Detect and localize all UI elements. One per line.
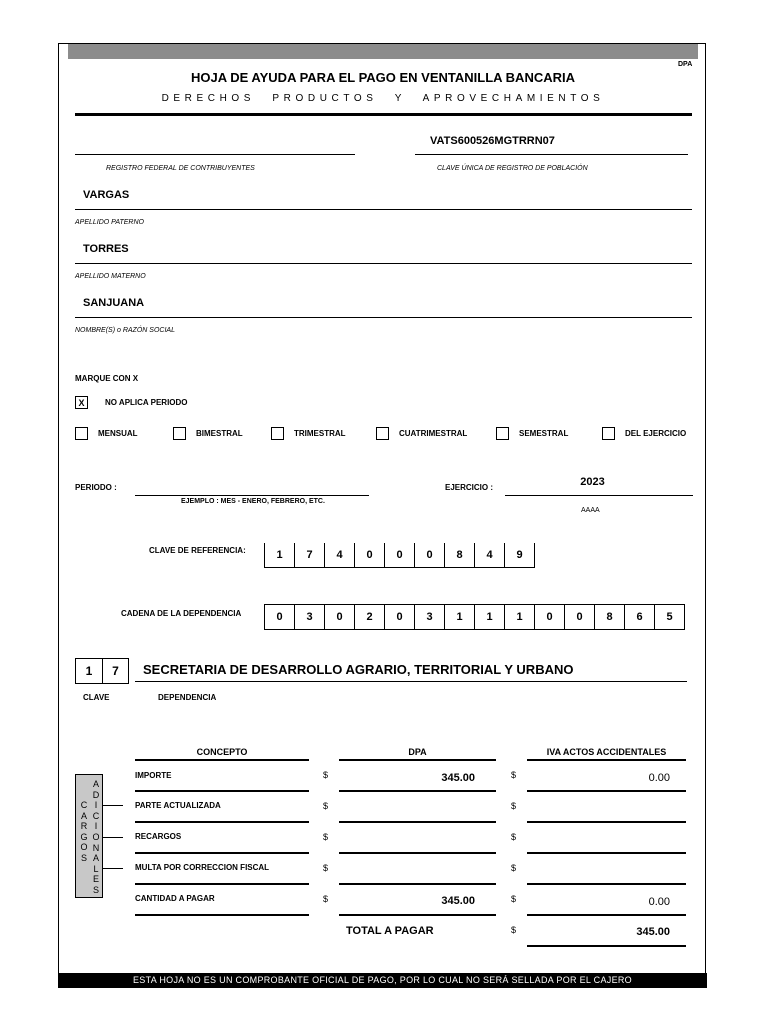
vertical-letter: L: [93, 863, 99, 874]
clave-referencia-cells: [264, 543, 535, 568]
clave-referencia-label: CLAVE DE REFERENCIA:: [149, 546, 246, 555]
dpa-tag: DPA: [678, 61, 693, 68]
cadena-digit[interactable]: 1: [474, 605, 504, 629]
cadena-digit[interactable]: 5: [654, 605, 684, 629]
dependencia-clave-digit[interactable]: 7: [102, 659, 128, 683]
del-ejercicio-checkbox[interactable]: [602, 427, 615, 440]
dpa-header: DPA: [408, 747, 427, 757]
dpa-header-line: [339, 759, 496, 761]
dependencia-line: [135, 681, 687, 682]
currency-symbol: $: [323, 770, 329, 780]
row-concepto: RECARGOS: [135, 832, 182, 841]
bimestral-label: BIMESTRAL: [196, 429, 243, 438]
iva-cantidad-a-pagar[interactable]: 0.00: [648, 896, 670, 908]
curp-label: CLAVE ÚNICA DE REGISTRO DE POBLACIÓN: [437, 165, 588, 172]
cadena-digit[interactable]: 6: [624, 605, 654, 629]
cadena-digit[interactable]: 3: [294, 605, 324, 629]
vertical-letter: G: [80, 831, 88, 842]
vertical-letter: A: [92, 779, 99, 789]
iva-header: IVA ACTOS ACCIDENTALES: [546, 747, 667, 757]
vertical-letter: D: [92, 789, 100, 800]
cadena-digit[interactable]: 1: [504, 605, 534, 629]
total-line: [527, 945, 686, 947]
ref-digit[interactable]: 9: [504, 543, 534, 567]
dpa-cantidad-a-pagar[interactable]: 345.00: [441, 895, 475, 907]
cuatrimestral-label: CUATRIMESTRAL: [399, 429, 468, 438]
rfc-line: [75, 154, 355, 155]
connector-tick: [103, 805, 123, 806]
vertical-letter: O: [92, 831, 100, 842]
ref-digit[interactable]: 0: [384, 543, 414, 567]
semestral-checkbox[interactable]: [496, 427, 509, 440]
row-line: [527, 883, 686, 885]
row-line: [527, 790, 686, 792]
no-aplica-label: NO APLICA PERIODO: [105, 398, 188, 407]
curp-field[interactable]: VATS600526MGTRRN07: [430, 135, 555, 147]
row-line: [339, 852, 496, 854]
mensual-checkbox[interactable]: [75, 427, 88, 440]
trimestral-checkbox[interactable]: [271, 427, 284, 440]
row-line: [135, 821, 309, 823]
dependencia-clave-cells: [75, 658, 129, 684]
vertical-letter: A: [80, 810, 87, 821]
cadena-cells: [264, 604, 685, 630]
currency-symbol: $: [511, 863, 517, 873]
top-bar: [68, 44, 698, 59]
vertical-letter: A: [92, 853, 99, 864]
iva-header-line: [527, 759, 686, 761]
row-line: [527, 821, 686, 823]
vertical-letter: S: [92, 884, 99, 895]
total-value[interactable]: 345.00: [636, 926, 670, 938]
ref-digit[interactable]: 4: [324, 543, 354, 567]
cadena-digit[interactable]: 0: [534, 605, 564, 629]
footer-notice: ESTA HOJA NO ES UN COMPROBANTE OFICIAL DE PAGO, POR LO CUAL NO SERÁ SELLADA POR EL CAJERO: [58, 973, 707, 988]
apellido-materno-label: APELLIDO MATERNO: [75, 273, 146, 280]
apellido-materno-field[interactable]: TORRES: [83, 243, 129, 255]
concepto-header: CONCEPTO: [196, 747, 248, 757]
currency-symbol: $: [511, 925, 517, 935]
bimestral-checkbox[interactable]: [173, 427, 186, 440]
vertical-letter: C: [80, 800, 88, 810]
no-aplica-checkbox[interactable]: X: [75, 396, 88, 409]
row-line: [135, 883, 309, 885]
marque-label: MARQUE CON X: [75, 374, 139, 383]
nombre-line: [75, 317, 692, 318]
vertical-letter: R: [80, 821, 88, 832]
currency-symbol: $: [323, 863, 329, 873]
form-title: HOJA DE AYUDA PARA EL PAGO EN VENTANILLA BANCARIA: [190, 70, 575, 85]
ref-digit[interactable]: 1: [264, 543, 294, 567]
dependencia-clave-digit[interactable]: 1: [85, 664, 93, 678]
currency-symbol: $: [511, 832, 517, 842]
periodo-line: [135, 495, 369, 496]
vertical-letter: N: [92, 842, 100, 853]
row-line: [339, 821, 496, 823]
cargos-label: [79, 800, 89, 864]
nombre-field[interactable]: SANJUANA: [83, 297, 145, 309]
currency-symbol: $: [511, 770, 517, 780]
cadena-digit[interactable]: 3: [414, 605, 444, 629]
row-concepto: PARTE ACTUALIZADA: [135, 801, 221, 810]
del-ejercicio-label: DEL EJERCICIO: [625, 429, 687, 438]
cadena-digit[interactable]: 0: [264, 605, 294, 629]
vertical-letter: I: [94, 821, 98, 832]
ejercicio-line: [505, 495, 693, 496]
cadena-digit[interactable]: 0: [324, 605, 354, 629]
semestral-label: SEMESTRAL: [519, 429, 569, 438]
concepto-header-line: [135, 759, 309, 761]
connector-tick: [103, 868, 123, 869]
ref-digit[interactable]: 4: [474, 543, 504, 567]
adicionales-label: [91, 779, 101, 896]
currency-symbol: $: [511, 801, 517, 811]
cadena-digit[interactable]: 2: [354, 605, 384, 629]
row-line: [527, 914, 686, 916]
iva-importe[interactable]: 0.00: [648, 772, 670, 784]
vertical-letter: S: [80, 852, 87, 863]
form-frame: [58, 43, 706, 988]
vertical-letter: C: [92, 810, 100, 821]
currency-symbol: $: [323, 801, 329, 811]
row-concepto: IMPORTE: [135, 771, 172, 780]
nombre-label: NOMBRE(S) o RAZÓN SOCIAL: [75, 327, 175, 334]
ref-digit[interactable]: 8: [444, 543, 474, 567]
connector-tick: [103, 837, 123, 838]
apellido-paterno-field[interactable]: VARGAS: [83, 189, 130, 201]
row-concepto: CANTIDAD A PAGAR: [135, 894, 215, 903]
dependencia-name: SECRETARIA DE DESARROLLO AGRARIO, TERRITORIAL Y URBANO: [143, 662, 574, 677]
trimestral-label: TRIMESTRAL: [294, 429, 346, 438]
currency-symbol: $: [511, 894, 517, 904]
ref-digit[interactable]: 0: [414, 543, 444, 567]
cadena-digit[interactable]: 1: [444, 605, 474, 629]
rfc-label: REGISTRO FEDERAL DE CONTRIBUYENTES: [106, 165, 255, 172]
dependencia-label: DEPENDENCIA: [158, 693, 217, 702]
total-label: TOTAL A PAGAR: [346, 925, 434, 937]
dpa-importe[interactable]: 345.00: [441, 772, 475, 784]
ref-digit[interactable]: 7: [294, 543, 324, 567]
cuatrimestral-checkbox[interactable]: [376, 427, 389, 440]
apellido-paterno-line: [75, 209, 692, 210]
ref-digit[interactable]: 0: [354, 543, 384, 567]
header-rule: [75, 113, 692, 116]
form-subtitle: DERECHOS PRODUCTOS Y APROVECHAMIENTOS: [161, 93, 605, 104]
cadena-digit[interactable]: 8: [594, 605, 624, 629]
periodo-label: PERIODO :: [75, 483, 117, 492]
row-line: [339, 790, 496, 792]
vertical-letter: O: [80, 842, 88, 853]
cadena-label: CADENA DE LA DEPENDENCIA: [121, 609, 242, 618]
mensual-label: MENSUAL: [98, 429, 138, 438]
vertical-letter: E: [92, 874, 99, 885]
ejercicio-label: EJERCICIO :: [445, 483, 494, 492]
vertical-letter: I: [94, 800, 98, 811]
ejercicio-field[interactable]: 2023: [580, 476, 605, 488]
currency-symbol: $: [323, 832, 329, 842]
row-line: [339, 914, 496, 916]
clave-label: CLAVE: [83, 693, 110, 702]
cadena-digit[interactable]: 0: [564, 605, 594, 629]
currency-symbol: $: [323, 894, 329, 904]
row-line: [527, 852, 686, 854]
ejercicio-format: AAAA: [581, 507, 600, 514]
curp-line: [415, 154, 688, 155]
row-line: [135, 914, 309, 916]
apellido-materno-line: [75, 263, 692, 264]
apellido-paterno-label: APELLIDO PATERNO: [75, 219, 144, 226]
cadena-digit[interactable]: 0: [384, 605, 414, 629]
row-line: [339, 883, 496, 885]
row-line: [135, 790, 309, 792]
row-concepto: MULTA POR CORRECCION FISCAL: [135, 863, 270, 872]
periodo-example: EJEMPLO : MES - ENERO, FEBRERO, ETC.: [181, 498, 325, 505]
row-line: [135, 852, 309, 854]
